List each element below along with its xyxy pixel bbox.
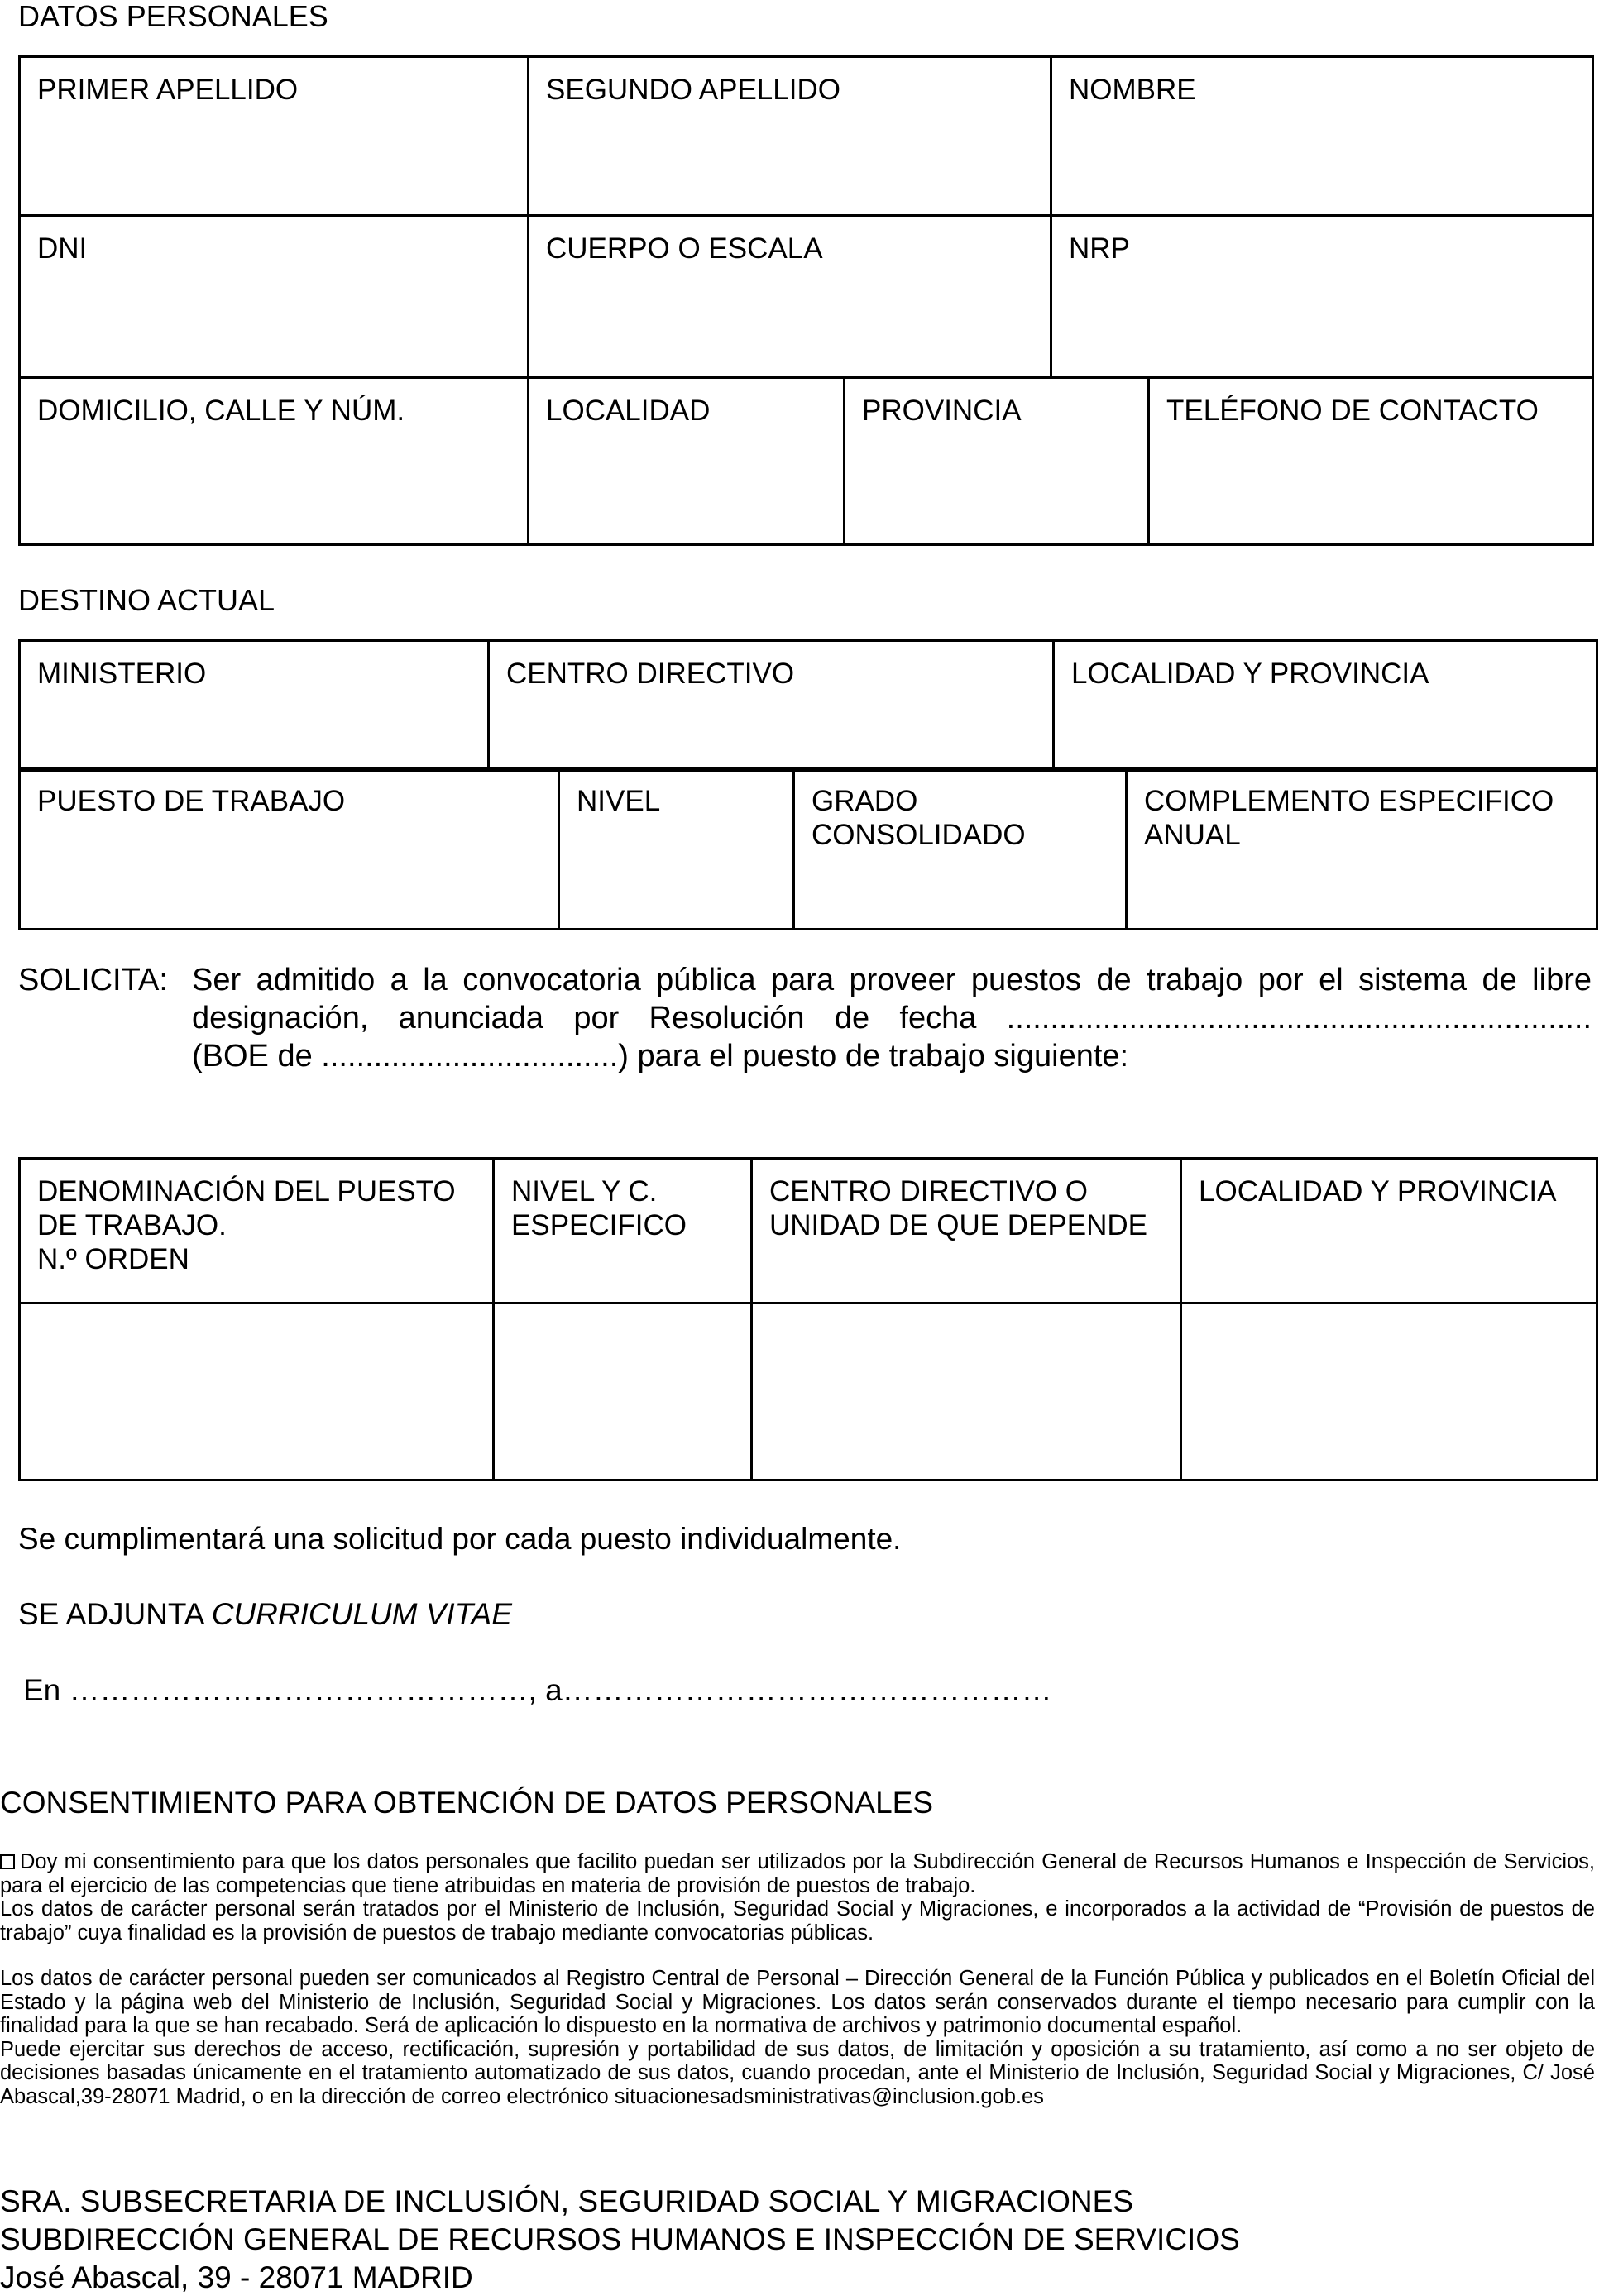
solicita-paragraph [18,961,1592,1075]
lugar-fecha[interactable]: En ………………………………………, a………………………………………… [23,1673,1052,1707]
puesto-solicitado-table [18,1157,1598,1481]
nivel-field[interactable] [559,768,794,930]
centro-unidad-cell[interactable] [752,1303,1181,1480]
nrp-field[interactable] [1051,216,1593,378]
segundo-apellido-field[interactable] [529,57,1051,216]
denominacion-cell[interactable] [20,1303,494,1480]
localidad-label: LOCALIDAD [546,395,711,427]
denominacion-header [20,1159,494,1303]
nivel-especifico-label: NIVEL Y C. ESPECIFICO [511,1175,687,1241]
cuerpo-escala-field[interactable] [529,216,1051,378]
solicita-label: SOLICITA: [18,963,168,997]
primer-apellido-field[interactable] [20,57,529,216]
consentimiento-p2: Los datos de carácter personal serán tratados por el Ministerio de Inclusión, Seguridad Social y Migraciones, e incorporados a la actividad de “Provisión de puestos de trabajo” cuya finalidad es la provisión de puestos de trabajo mediante convocatorias públicas. [0,1897,1595,1944]
orden-label: N.º ORDEN [37,1243,189,1275]
puesto-trabajo-label: PUESTO DE TRABAJO [37,785,346,817]
datos-personales-table [18,55,1594,379]
consentimiento-p1 [0,1850,1595,1897]
consentimiento-p1-text: Doy mi consentimiento para que los datos personales que facilito puedan ser utilizados por la Subdirección General de Recursos Humanos e Inspección de Servicios, para el ejercicio de las competencias que tiene atribuidas en materia de provisión de puestos de trabajo. [0,1850,1595,1897]
segundo-apellido-label: SEGUNDO APELLIDO [546,74,840,106]
destinatario-line-1: SRA. SUBSECRETARIA DE INCLUSIÓN, SEGURIDAD SOCIAL Y MIGRACIONES [0,2184,1133,2218]
nrp-label: NRP [1069,232,1130,265]
checkbox-icon[interactable] [0,1854,15,1869]
complemento-especifico-label: COMPLEMENTO ESPECIFICO ANUAL [1144,785,1554,851]
nivel-especifico-header [494,1159,752,1303]
localidad-provincia-header [1181,1159,1597,1303]
destino-actual-heading: DESTINO ACTUAL [18,583,275,617]
solicita-line-1: Ser admitido a la convocatoria pública para proveer puestos de trabajo por el sistema de libre [192,963,1592,997]
complemento-especifico-field[interactable] [1127,768,1597,930]
consentimiento-block-2 [0,1967,1595,2108]
domicilio-field[interactable] [20,378,529,545]
puesto-trabajo-field[interactable] [20,768,559,930]
centro-directivo-label: CENTRO DIRECTIVO [506,658,795,690]
nombre-field[interactable] [1051,57,1593,216]
centro-unidad-header [752,1159,1181,1303]
destinatario-line-2: SUBDIRECCIÓN GENERAL DE RECURSOS HUMANOS E INSPECCIÓN DE SERVICIOS [0,2222,1240,2256]
dni-label: DNI [37,232,88,265]
nombre-label: NOMBRE [1069,74,1196,106]
localidad-provincia-cell[interactable] [1181,1303,1597,1480]
telefono-field[interactable] [1149,378,1593,545]
solicita-line-2: designación, anunciada por Resolución de fecha ................................................................... [192,1001,1592,1036]
localidad-provincia-col-label: LOCALIDAD Y PROVINCIA [1199,1175,1557,1208]
provincia-label: PROVINCIA [862,395,1022,427]
domicilio-label: DOMICILIO, CALLE Y NÚM. [37,395,405,427]
centro-directivo-field[interactable] [489,641,1054,771]
cuerpo-escala-label: CUERPO O ESCALA [546,232,823,265]
adjunta-prefix: SE ADJUNTA [18,1597,212,1631]
grado-consolidado-field[interactable] [794,768,1127,930]
primer-apellido-label: PRIMER APELLIDO [37,74,299,106]
datos-personales-heading: DATOS PERSONALES [18,0,328,33]
destino-actual-table-row2 [18,767,1598,930]
ministerio-field[interactable] [20,641,489,771]
centro-unidad-label: CENTRO DIRECTIVO O UNIDAD DE QUE DEPENDE [769,1175,1148,1241]
grado-consolidado-label: GRADO CONSOLIDADO [812,785,1026,851]
datos-personales-table-row3 [18,376,1594,546]
consentimiento-p4: Puede ejercitar sus derechos de acceso, rectificación, supresión y portabilidad de sus datos, de limitación y oposición a su tratamiento, así como a no ser objeto de decisiones basadas únicamente en el tratamiento automatizado de sus datos, cuando procedan, ante el Ministerio de Inclusión, Seguridad Social y Migraciones, C/ José Abascal,39-28071 Madrid, o en la dirección de correo electrónico situacionesadsministrativas@inclusion.gob.es [0,2037,1595,2108]
localidad-provincia-field[interactable] [1054,641,1597,771]
destinatario-line-3: José Abascal, 39 - 28071 MADRID [0,2260,473,2294]
denominacion-label-2: DE TRABAJO. [37,1209,227,1241]
destino-actual-table-row1 [18,639,1598,772]
solicita-line-3: (BOE de ..................................) para el puesto de trabajo siguiente: [192,1039,1129,1074]
nivel-especifico-cell[interactable] [494,1303,752,1480]
denominacion-label-1: DENOMINACIÓN DEL PUESTO [37,1175,456,1208]
consentimiento-heading: CONSENTIMIENTO PARA OBTENCIÓN DE DATOS PERSONALES [0,1786,934,1820]
localidad-provincia-label: LOCALIDAD Y PROVINCIA [1071,658,1429,690]
ministerio-label: MINISTERIO [37,658,207,690]
consentimiento-block-1 [0,1850,1595,1944]
telefono-label: TELÉFONO DE CONTACTO [1166,395,1539,427]
provincia-field[interactable] [845,378,1149,545]
nivel-label: NIVEL [577,785,661,817]
dni-field[interactable] [20,216,529,378]
consentimiento-p3: Los datos de carácter personal pueden ser comunicados al Registro Central de Personal – Dirección General de la Función Pública y publicados en el Boletín Oficial del Estado y la página web del Ministerio de Inclusión, Seguridad Social y Migraciones. Los datos serán conservados durante el tiempo necesario para cumplir con la finalidad para la que se han recabado. Será de aplicación lo dispuesto en la normativa de archivos y patrimonio documental español. [0,1967,1595,2037]
nota-solicitud: Se cumplimentará una solicitud por cada puesto individualmente. [18,1522,902,1556]
adjunta-italic: CURRICULUM VITAE [211,1597,512,1631]
localidad-field[interactable] [529,378,845,545]
adjunta-curriculum [18,1596,512,1633]
